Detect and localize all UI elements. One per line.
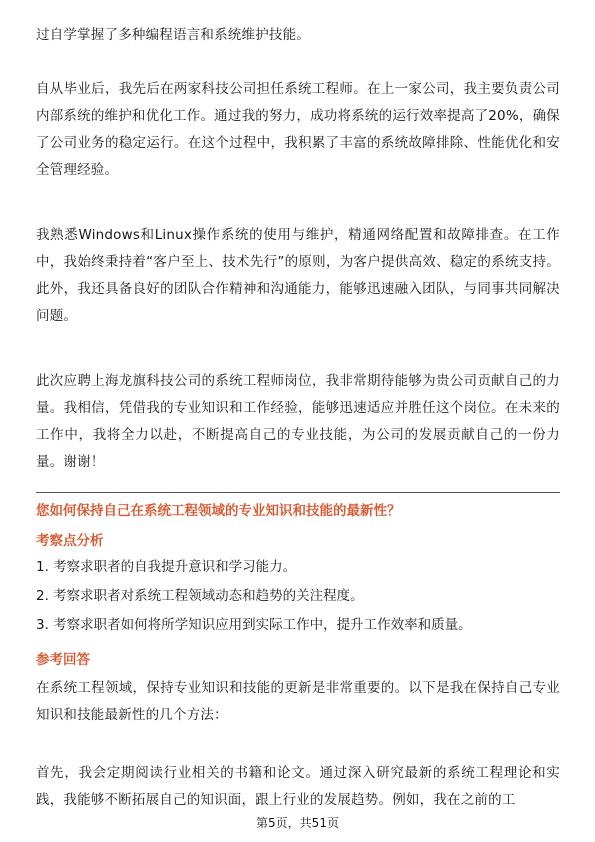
interview-question: 您如何保持自己在系统工程领域的专业知识和技能的最新性？ (36, 503, 401, 519)
analysis-item: 1. 考察求职者的自我提升意识和学习能力。 (36, 559, 297, 575)
section-divider (36, 492, 560, 493)
answer-paragraph-first: 首先，我会定期阅读行业相关的书籍和论文。通过深入研究最新的系统工程理论和实践，我能够不断拓展自己的知识面，跟上行业的发展趋势。例如，我在之前的工 (36, 765, 560, 808)
analysis-item: 2. 考察求职者对系统工程领域动态和趋势的关注程度。 (36, 588, 364, 604)
page-number: 第5页，共51页 (256, 816, 339, 830)
paragraph-skills: 我熟悉Windows和Linux操作系统的使用与维护，精通网络配置和故障排查。在工作中，我始终秉持着“客户至上、技术先行”的原则，为客户提供高效、稳定的系统支持。此外，我还具备良好的团队合作精神和沟通能力，能够迅速融入团队，与同事共同解决问题。 (36, 227, 560, 324)
paragraph-work-experience: 自从毕业后，我先后在两家科技公司担任系统工程师。在上一家公司，我主要负责公司内部系统的维护和优化工作。通过我的努力，成功将系统的运行效率提高了20%，确保了公司业务的稳定运行。在这个过程中，我积累了丰富的系统故障排除、性能优化和安全管理经验。 (36, 81, 560, 178)
analysis-item: 3. 考察求职者如何将所学知识应用到实际工作中，提升工作效率和质量。 (36, 617, 472, 633)
analysis-heading: 考察点分析 (36, 533, 104, 549)
paragraph-application: 此次应聘上海龙旗科技公司的系统工程师岗位，我非常期待能够为贵公司贡献自己的力量。我相信，凭借我的专业知识和工作经验，能够迅速适应并胜任这个岗位。在未来的工作中，我将全力以赴，不断提高自己的专业技能，为公司的发展贡献自己的一份力量。谢谢！ (36, 373, 560, 470)
paragraph-intro-tail: 过自学掌握了多种编程语言和系统维护技能。 (36, 27, 310, 43)
answer-paragraph-intro: 在系统工程领域，保持专业知识和技能的更新是非常重要的。以下是我在保持自己专业知识和技能最新性的几个方法： (36, 680, 560, 723)
answer-heading: 参考回答 (36, 652, 90, 668)
